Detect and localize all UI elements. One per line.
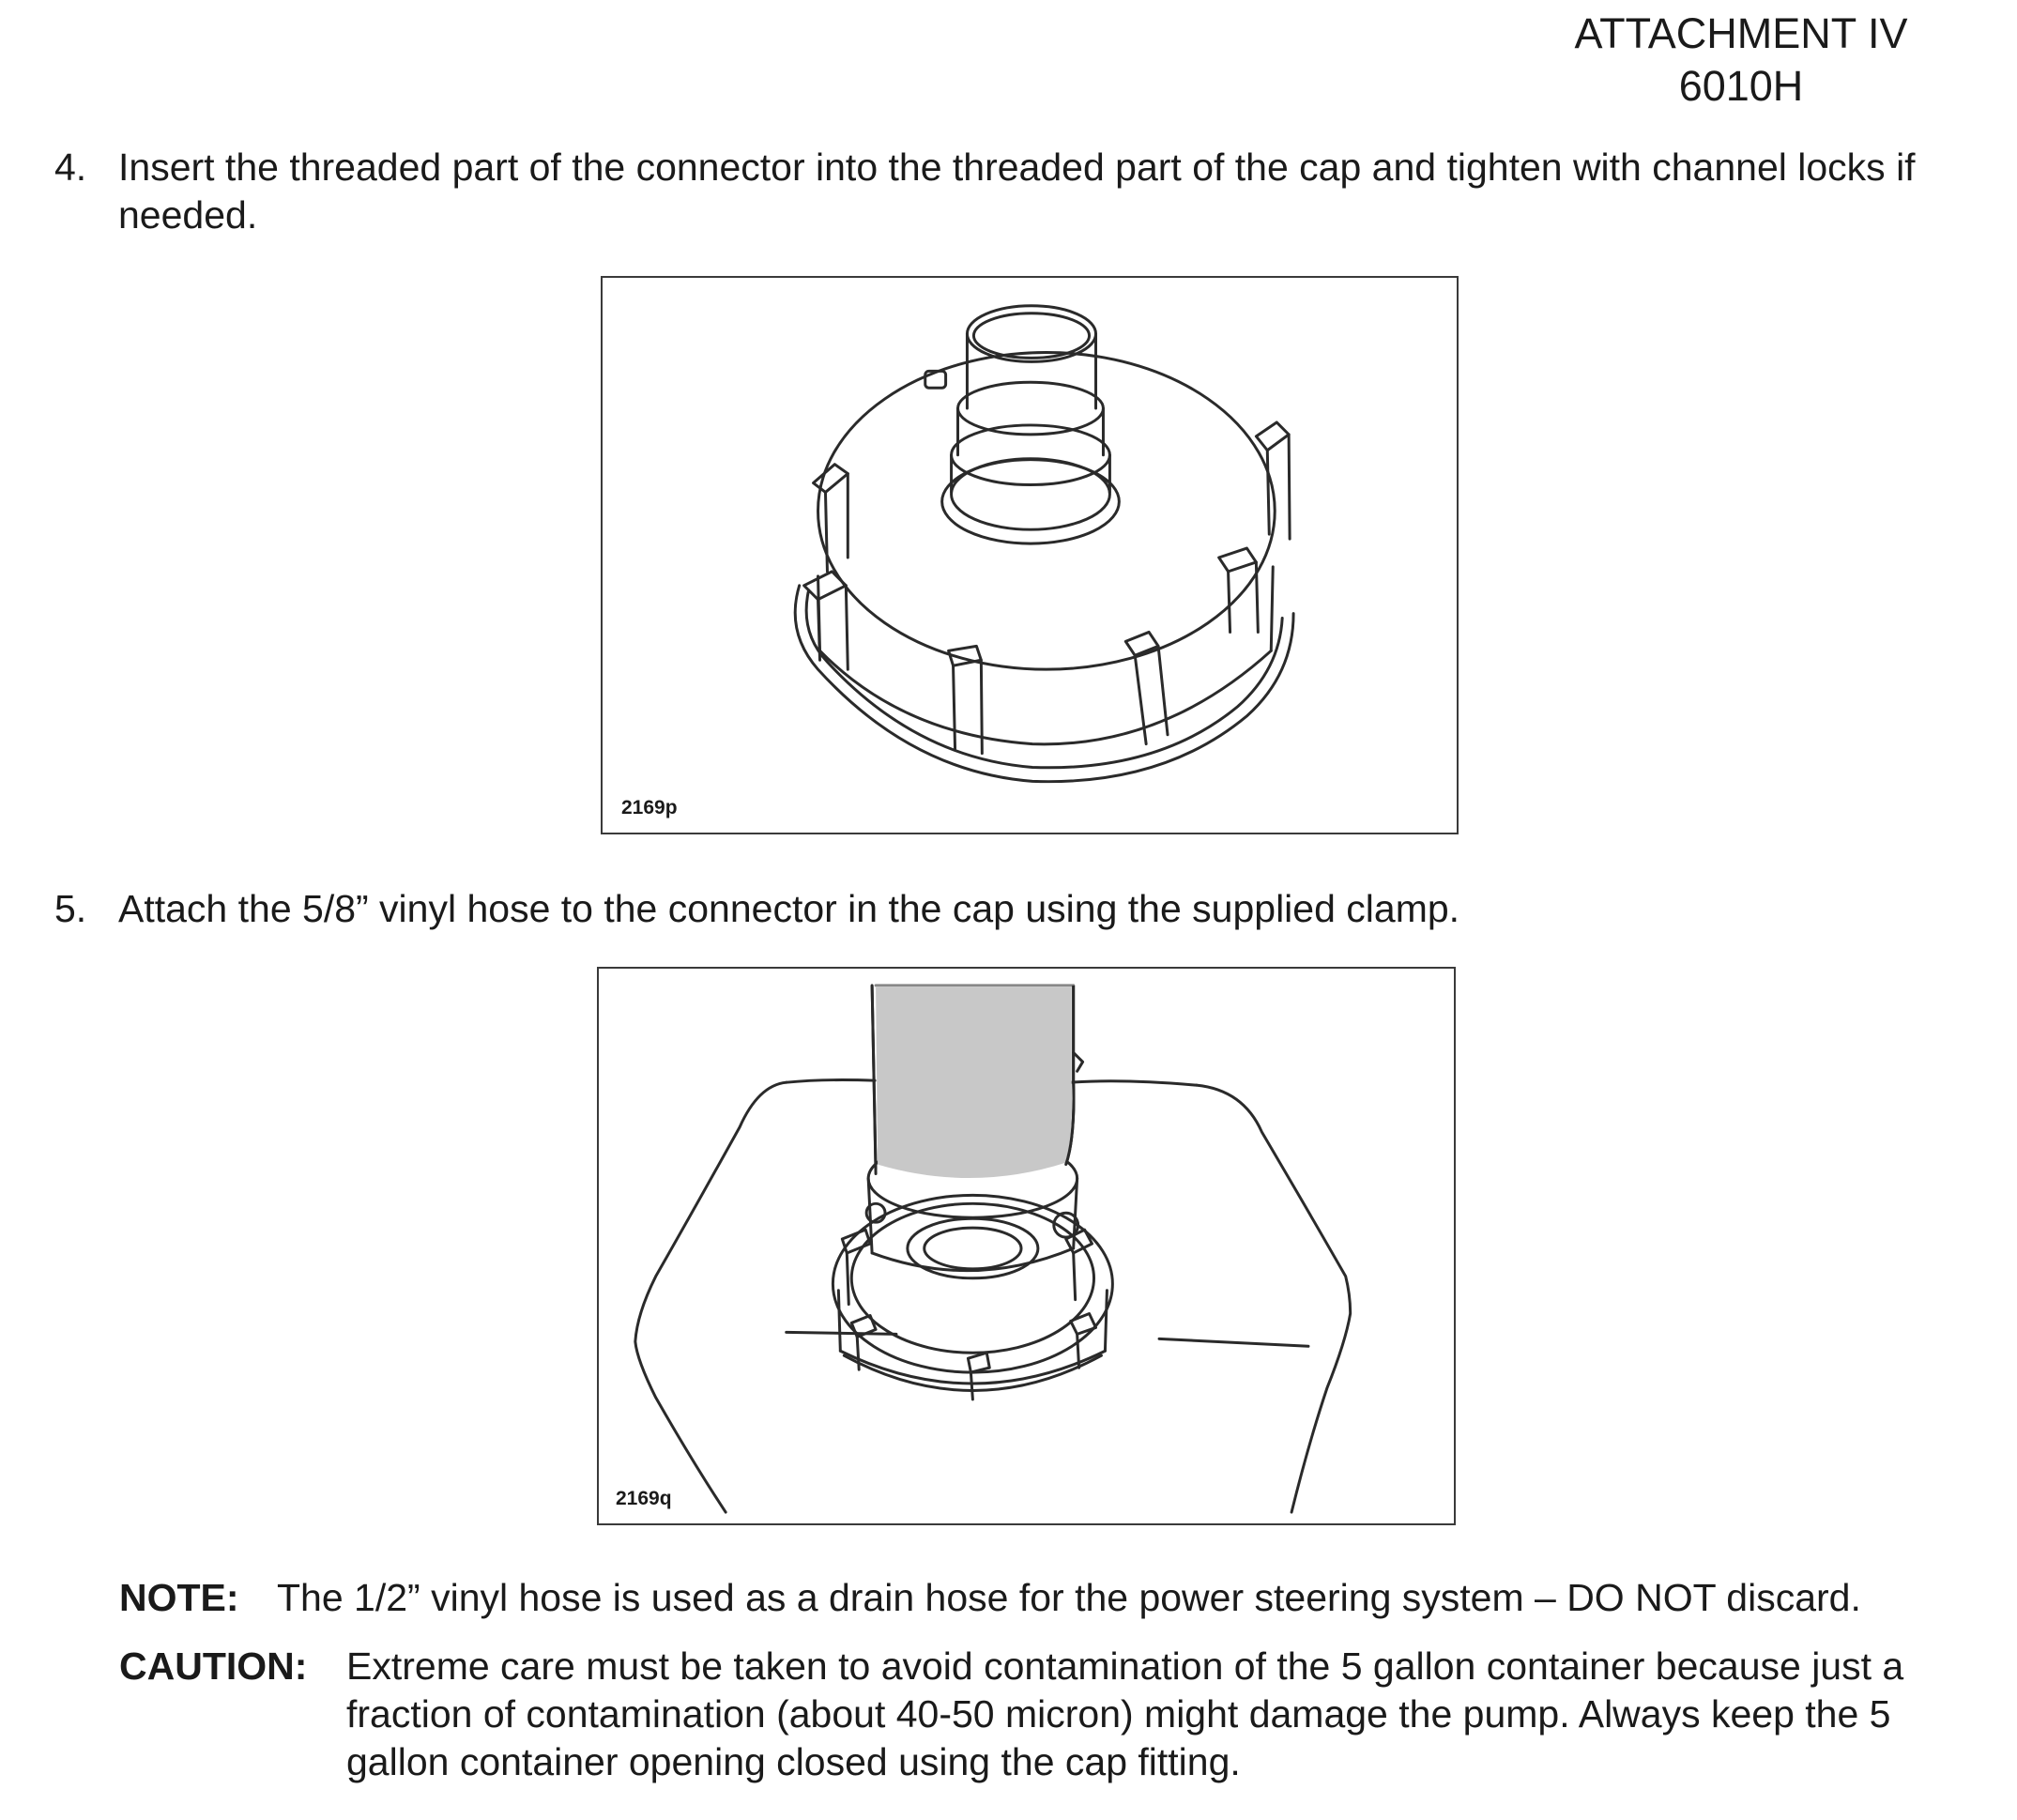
figure-label: 2169p bbox=[621, 797, 678, 818]
figure-cap-connector bbox=[601, 276, 1459, 834]
step-text: Insert the threaded part of the connector into the threaded part of the cap and tighten with channel locks if needed. bbox=[118, 145, 1916, 237]
step-text: Attach the 5/8” vinyl hose to the connector in the cap using the supplied clamp. bbox=[118, 887, 1460, 930]
attachment-title: ATTACHMENT IV bbox=[1574, 9, 1908, 57]
container-with-hose-illustration-icon bbox=[599, 969, 1454, 1523]
step-number: 4. bbox=[54, 145, 87, 189]
caution-text: Extreme care must be taken to avoid contamination of the 5 gallon container because just a fraction of contamination (about 40-50 micron) might damage the pump. Always keep the 5 gallon container opening closed using the cap fitting. bbox=[346, 1644, 1904, 1783]
figure-label: 2169q bbox=[616, 1488, 672, 1509]
cap-with-connector-illustration-icon bbox=[603, 278, 1457, 833]
attachment-code: 6010H bbox=[1678, 62, 1804, 110]
caution-label: CAUTION: bbox=[119, 1644, 308, 1688]
document-header bbox=[1520, 8, 1962, 113]
step-number: 5. bbox=[54, 887, 87, 930]
note-label: NOTE: bbox=[119, 1576, 239, 1619]
note-text: The 1/2” vinyl hose is used as a drain hose for the power steering system – DO NOT discard. bbox=[277, 1576, 1861, 1619]
figure-container-hose bbox=[597, 967, 1456, 1525]
